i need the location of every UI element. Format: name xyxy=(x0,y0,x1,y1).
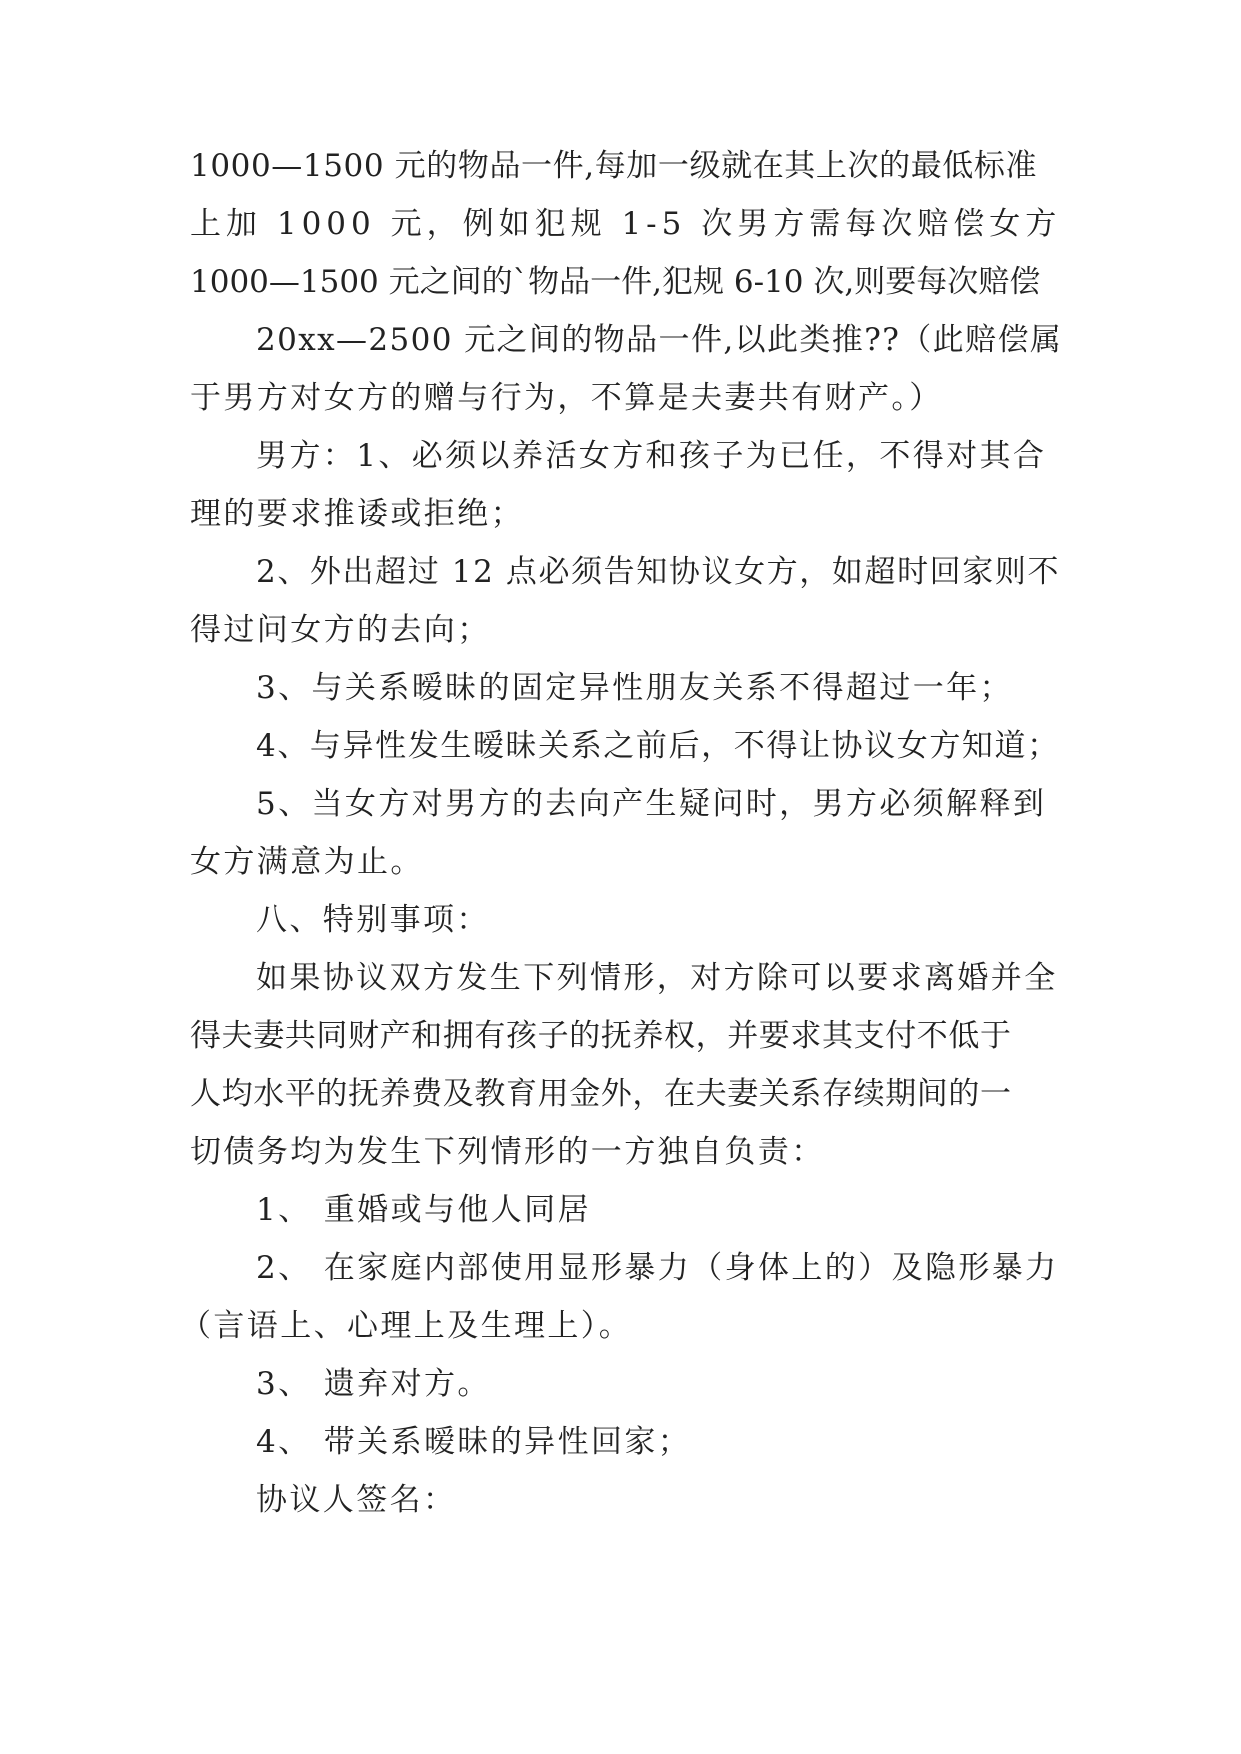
text-line: 于男方对女方的赠与行为，不算是夫妻共有财产。） xyxy=(190,380,943,416)
list-item: 2、 在家庭内部使用显形暴力（身体上的）及隐形暴力 xyxy=(256,1250,1059,1286)
text-line: 3、与关系暧昧的固定异性朋友关系不得超过一年； xyxy=(256,670,1013,706)
text-line: （言语上、心理上及生理上）。 xyxy=(180,1308,633,1344)
list-item: 4、 带关系暧昧的异性回家； xyxy=(256,1424,692,1460)
text-line: 得过问女方的去向； xyxy=(190,612,491,648)
text-line: 得夫妻共同财产和拥有孩子的抚养权，并要求其支付不低于 xyxy=(190,1018,1012,1054)
text-line: 5、当女方对男方的去向产生疑问时，男方必须解释到 xyxy=(256,786,1047,822)
text-line: 女方满意为止。 xyxy=(190,844,424,880)
text-line: 1000—1500 元之间的`物品一件,犯规 6-10 次,则要每次赔偿 xyxy=(190,264,1041,300)
text-line: 1000—1500 元的物品一件,每加一级就在其上次的最低标准 xyxy=(190,148,1038,184)
signature-label: 协议人签名： xyxy=(256,1482,457,1518)
text-line: 切债务均为发生下列情形的一方独自负责： xyxy=(190,1134,825,1170)
text-line: 男方：1、必须以养活女方和孩子为已任，不得对其合 xyxy=(256,438,1047,474)
text-line: 20xx—2500 元之间的物品一件,以此类推??（此赔偿属 xyxy=(256,322,1063,358)
text-line: 2、外出超过 12 点必须告知协议女方，如超时回家则不 xyxy=(256,554,1061,590)
text-line: 理的要求推诿或拒绝； xyxy=(190,496,524,532)
section-heading: 八、特别事项： xyxy=(256,902,490,938)
text-line: 人均水平的抚养费及教育用金外，在夫妻关系存续期间的一 xyxy=(190,1076,1012,1112)
list-item: 1、 重婚或与他人同居 xyxy=(256,1192,591,1228)
text-line: 上加 1000 元，例如犯规 1-5 次男方需每次赔偿女方 xyxy=(190,206,1062,242)
text-line: 如果协议双方发生下列情形，对方除可以要求离婚并全 xyxy=(256,960,1058,996)
list-item: 3、 遗弃对方。 xyxy=(256,1366,491,1402)
text-line: 4、与异性发生暧昧关系之前后，不得让协议女方知道； xyxy=(256,728,1060,764)
